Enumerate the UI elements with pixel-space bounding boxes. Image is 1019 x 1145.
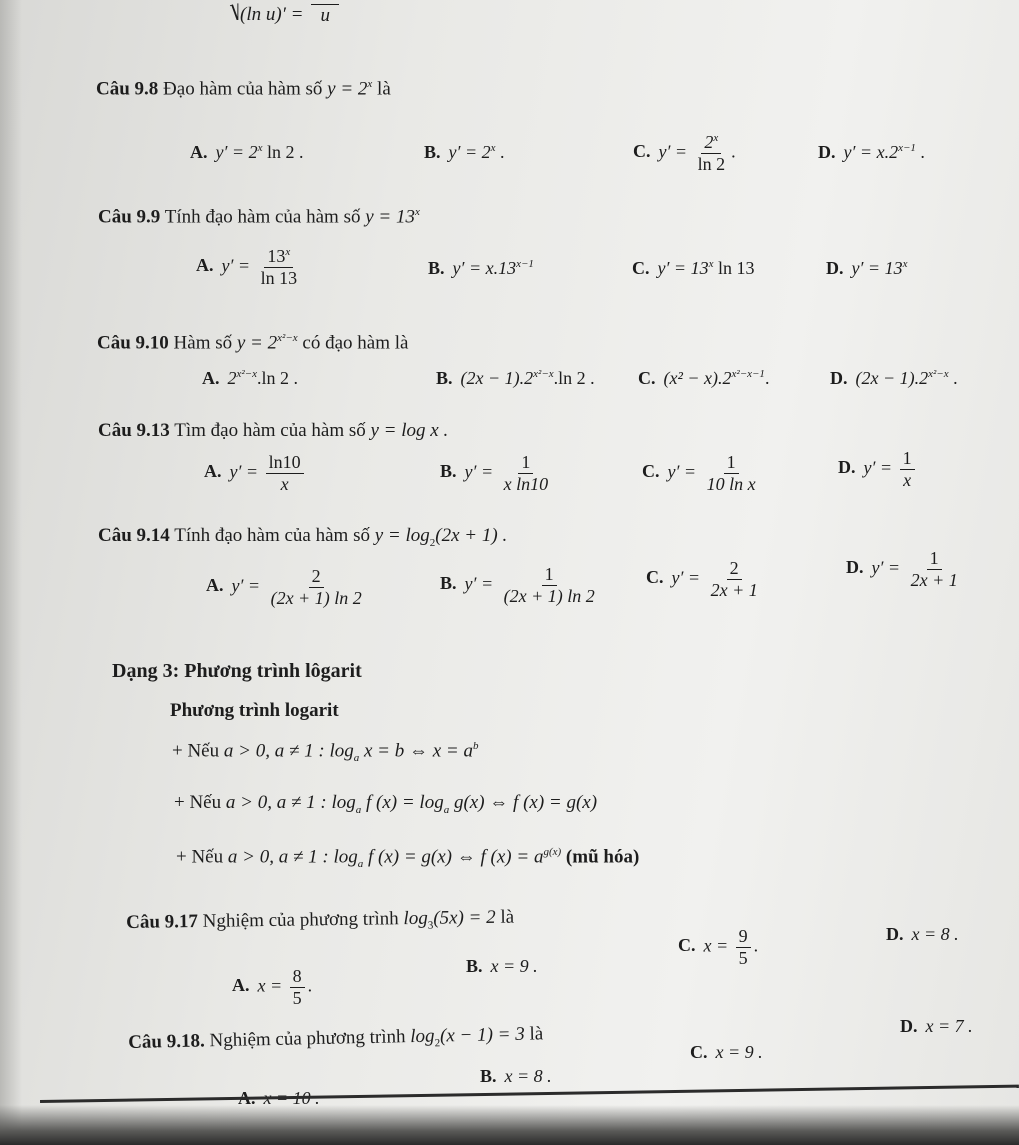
rule-1: + Nếu a > 0, a ≠ 1 : $\log_a x = b$ ⇔ $x = a^b$ xyxy=(172,740,479,765)
q913-option-b: B. y′ = $\frac{1}{\text{x ln10}}$ xyxy=(440,452,549,494)
rule-2: + Nếu a > 0, a ≠ 1 : $\log_a f$ $(x) = \log_a g(x)$ ⇔ f (x) = g(x) xyxy=(174,792,598,816)
section-title: Dạng 3: Phương trình lôgarit xyxy=(112,660,362,682)
q917-option-a: A. x = $\frac{8}{5}$ . xyxy=(232,966,313,1008)
q99-option-b: B. $y' = x.13^{x-1}$ xyxy=(428,258,534,278)
question-9-18: Câu 9.18. Nghiệm của phương trình $\log_2(x - 1) = 3$ là xyxy=(128,1023,544,1053)
question-9-8: Câu 9.8 Đạo hàm của hàm số $y = 2^x$ là xyxy=(96,78,391,100)
q917-option-c: C. x = $\frac{9}{5}$ . xyxy=(678,926,759,968)
q917-option-d: D. x = 8 . xyxy=(886,924,959,944)
q914-option-b: B. y′ = $\frac{1}{(2x + 1) \ln 2}$ xyxy=(440,564,595,606)
q98-option-a: A. $y' = 2^x$ ln 2 . xyxy=(190,142,304,162)
q910-option-c: C. $(x^2 - x).2^{x^2-x-1}$. xyxy=(638,368,770,388)
page-bottom-edge xyxy=(40,1085,1019,1103)
subsection-title: Phương trình logarit xyxy=(170,700,339,721)
question-9-13: Câu 9.13 Tìm đạo hàm của hàm số y = log x . xyxy=(98,420,449,441)
rule-3: + Nếu a > 0, a ≠ 1 : $\log_a f$ (x) = g(x) ⇔ f $(x) = a^{g(x)}$ (mũ hóa) xyxy=(176,846,640,871)
q913-option-d: D. y′ = $\frac{1}{x}$ xyxy=(838,448,918,490)
q913-option-a: A. y′ = $\frac{\ln 10}{x}$ xyxy=(204,452,307,494)
q918-option-c: C. x = 9 . xyxy=(690,1042,763,1062)
q98-option-d: D. $y' = x.2^{x-1}$ . xyxy=(818,142,925,162)
q918-option-d: D. x = 7 . xyxy=(900,1016,973,1036)
q918-option-b: B. x = 8 . xyxy=(480,1066,552,1086)
q914-option-a: A. y′ = $\frac{2}{(2x + 1) \ln 2}$ xyxy=(206,566,362,608)
question-9-17: Câu 9.17 Nghiệm của phương trình $\log_3(5x) = 2$ là xyxy=(126,906,515,933)
page-shadow-left xyxy=(0,0,22,1145)
q98-option-c: C. y′ = $\frac{2^x}{\ln 2}$ . xyxy=(633,132,736,174)
q917-option-b: B. x = 9 . xyxy=(466,956,538,976)
question-9-10: Câu 9.10 Hàm số $y = 2^{x^2-x}$ có đạo hàm là xyxy=(97,332,409,354)
q910-option-d: D. $(2x - 1).2^{x^2-x}$ . xyxy=(830,368,958,388)
q913-option-c: C. y′ = $\frac{1}{\text{10 ln x}}$ xyxy=(642,452,756,494)
q914-option-c: C. y′ = $\frac{2}{2x + 1}$ xyxy=(646,558,758,600)
q914-option-d: D. y′ = $\frac{1}{2x + 1}$ xyxy=(846,548,958,590)
q910-option-b: B. $(2x - 1).2^{x^2-x}.\ln$ 2 . xyxy=(436,368,595,388)
q910-option-a: A. $2^{x^2-x}.\ln$ 2 . xyxy=(202,368,299,388)
q99-option-c: C. $y' = 13^x$ ln 13 xyxy=(632,258,755,278)
q99-option-a: A. y′ = $\frac{13^x}{\ln 13}$ xyxy=(196,246,298,288)
q99-option-d: D. $y' = 13^x$ xyxy=(826,258,908,278)
top-formula: ⎷(ln u)′ = u xyxy=(226,0,342,27)
q98-option-b: B. $y' = 2^x$ . xyxy=(424,142,505,162)
question-9-14: Câu 9.14 Tính đạo hàm của hàm số $y = \log_2(2x + 1)$ . xyxy=(98,525,508,549)
page-shadow-bottom xyxy=(0,1105,1019,1145)
question-9-9: Câu 9.9 Tính đạo hàm của hàm số $y = 13^x$ xyxy=(98,206,420,228)
